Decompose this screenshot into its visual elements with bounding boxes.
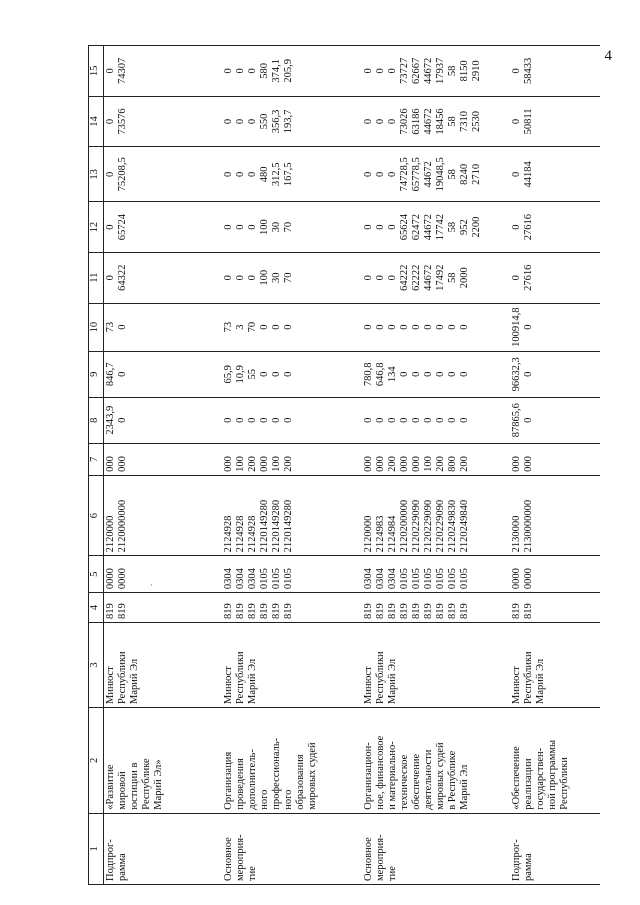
cell-value: 0 0 0 0 0 0: [222, 397, 362, 443]
cell-value: 0 0 0 65624 62472 44672 17742 58 952 2200: [362, 202, 510, 253]
cell-value: 0 0 0 73026 63186 44672 18456 58 7310 2530: [362, 96, 510, 147]
cell-name: Организация проведения дополнитель- ного профессиональ- ного образования мировых судей: [222, 708, 362, 814]
col-header-13: 13: [89, 147, 104, 202]
cell-executor: Минюст Республики Марий Эл: [222, 622, 362, 707]
cell-value: 0 0 0 73727 62667 44672 17937 58 8150 2910: [362, 46, 510, 97]
cell-executor: Минюст Республики Марий Эл: [104, 622, 222, 707]
cell-value: 0 0 0 64222 62222 44672 17492 58 2000: [362, 252, 510, 303]
cell-value: 846,7 0: [104, 351, 222, 397]
cell-vr: 000 000 200 000 000 100 200 800 200: [362, 443, 510, 475]
cell-type: Основное мероприя- тие: [222, 813, 362, 884]
cell-type: Подпрог- рамма: [104, 813, 222, 884]
cell-target: 2120000 2120000000: [104, 475, 222, 555]
col-header-4: 4: [89, 593, 104, 623]
page-number: 4: [604, 48, 612, 64]
col-header-11: 11: [89, 252, 104, 303]
cell-value: 0 74307: [104, 46, 222, 97]
table-row: [104, 46, 222, 885]
col-header-1: 1: [89, 813, 104, 884]
table-row: [510, 46, 600, 885]
cell-grbs: 819 819 819 819 819 819 819 819 819: [362, 593, 510, 623]
col-header-15: 15: [89, 46, 104, 97]
cell-executor: Минюст Республики Марий Эл: [510, 622, 600, 707]
cell-value: 0 64322: [104, 252, 222, 303]
cell-vr: 000 100 200 000 100 200: [222, 443, 362, 475]
cell-target: 2130000 2130000000: [510, 475, 600, 555]
cell-value: 0 27616: [510, 202, 600, 253]
cell-value: 0 65724: [104, 202, 222, 253]
cell-section: 0304 0304 0304 0105 0105 0105: [222, 556, 362, 593]
cell-name: Организацион- ное, финансовое и материально- техническое обеспечение деятельности мировых судей в Республике Марий Эл: [362, 708, 510, 814]
cell-value: 0 73576: [104, 96, 222, 147]
cell-name: «Развитие мировой юстиции в Республике Марий Эл»: [104, 708, 222, 814]
cell-value: 0 50811: [510, 96, 600, 147]
table-row: [362, 46, 510, 885]
col-header-5: 5: [89, 556, 104, 593]
cell-value: 0 0 0 0 0 0 0 0 0: [362, 303, 510, 351]
cell-value: 87865,6 0: [510, 397, 600, 443]
cell-name: «Обеспечение реализации государствен- ной программы Республики: [510, 708, 600, 814]
cell-value: 96632,3 0: [510, 351, 600, 397]
cell-value: 73 0: [104, 303, 222, 351]
scan-artifact: ·: [150, 580, 153, 590]
cell-target: 2124928 2124928 2124928 2120149280 2120149280 2120149280: [222, 475, 362, 555]
col-header-2: 2: [89, 708, 104, 814]
col-header-3: 3: [89, 622, 104, 707]
cell-value: 0 75208,5: [104, 147, 222, 202]
col-header-6: 6: [89, 475, 104, 555]
rotated-table-container: [88, 45, 608, 885]
col-header-14: 14: [89, 96, 104, 147]
col-header-12: 12: [89, 202, 104, 253]
cell-value: 0 0 0 550 356,3 193,7: [222, 96, 362, 147]
cell-value: 0 0 0 74728,5 65778,5 44672 19048,5 58 8240 2710: [362, 147, 510, 202]
cell-value: 0 58433: [510, 46, 600, 97]
cell-grbs: 819 819 819 819 819 819: [222, 593, 362, 623]
cell-value: 65,9 10,9 55 0 0 0: [222, 351, 362, 397]
budget-table: [88, 45, 600, 885]
cell-executor: Минюст Республики Марий Эл: [362, 622, 510, 707]
cell-section: 0000 0000: [104, 556, 222, 593]
cell-type: Основное мероприя- тие: [362, 813, 510, 884]
cell-value: 73 3 70 0 0 0: [222, 303, 362, 351]
cell-value: 0 0 0 100 30 70: [222, 252, 362, 303]
table-row: [222, 46, 362, 885]
cell-grbs: 819 819: [510, 593, 600, 623]
cell-value: 100914,8 0: [510, 303, 600, 351]
cell-value: 0 0 0 100 30 70: [222, 202, 362, 253]
cell-value: 780,8 646,8 134 0 0 0 0 0 0: [362, 351, 510, 397]
cell-value: 2343,9 0: [104, 397, 222, 443]
cell-value: 0 44184: [510, 147, 600, 202]
cell-section: 0304 0304 0304 0105 0105 0105 0105 0105 0105: [362, 556, 510, 593]
cell-type: Подпрог- рамма: [510, 813, 600, 884]
col-header-7: 7: [89, 443, 104, 475]
col-header-9: 9: [89, 351, 104, 397]
cell-vr: 000 000: [510, 443, 600, 475]
cell-target: 2120000 2124983 2124984 2120200000 2120229090 2120229090 2120229090 2120249830 2120249840: [362, 475, 510, 555]
col-header-8: 8: [89, 397, 104, 443]
header-row: [89, 46, 104, 885]
col-header-10: 10: [89, 303, 104, 351]
cell-value: 0 0 0 580 374,1 205,9: [222, 46, 362, 97]
cell-section: 0000 0000: [510, 556, 600, 593]
cell-value: 0 0 0 480 312,5 167,5: [222, 147, 362, 202]
cell-vr: 000 000: [104, 443, 222, 475]
cell-value: 0 0 0 0 0 0 0 0 0: [362, 397, 510, 443]
cell-grbs: 819 819: [104, 593, 222, 623]
cell-value: 0 27616: [510, 252, 600, 303]
